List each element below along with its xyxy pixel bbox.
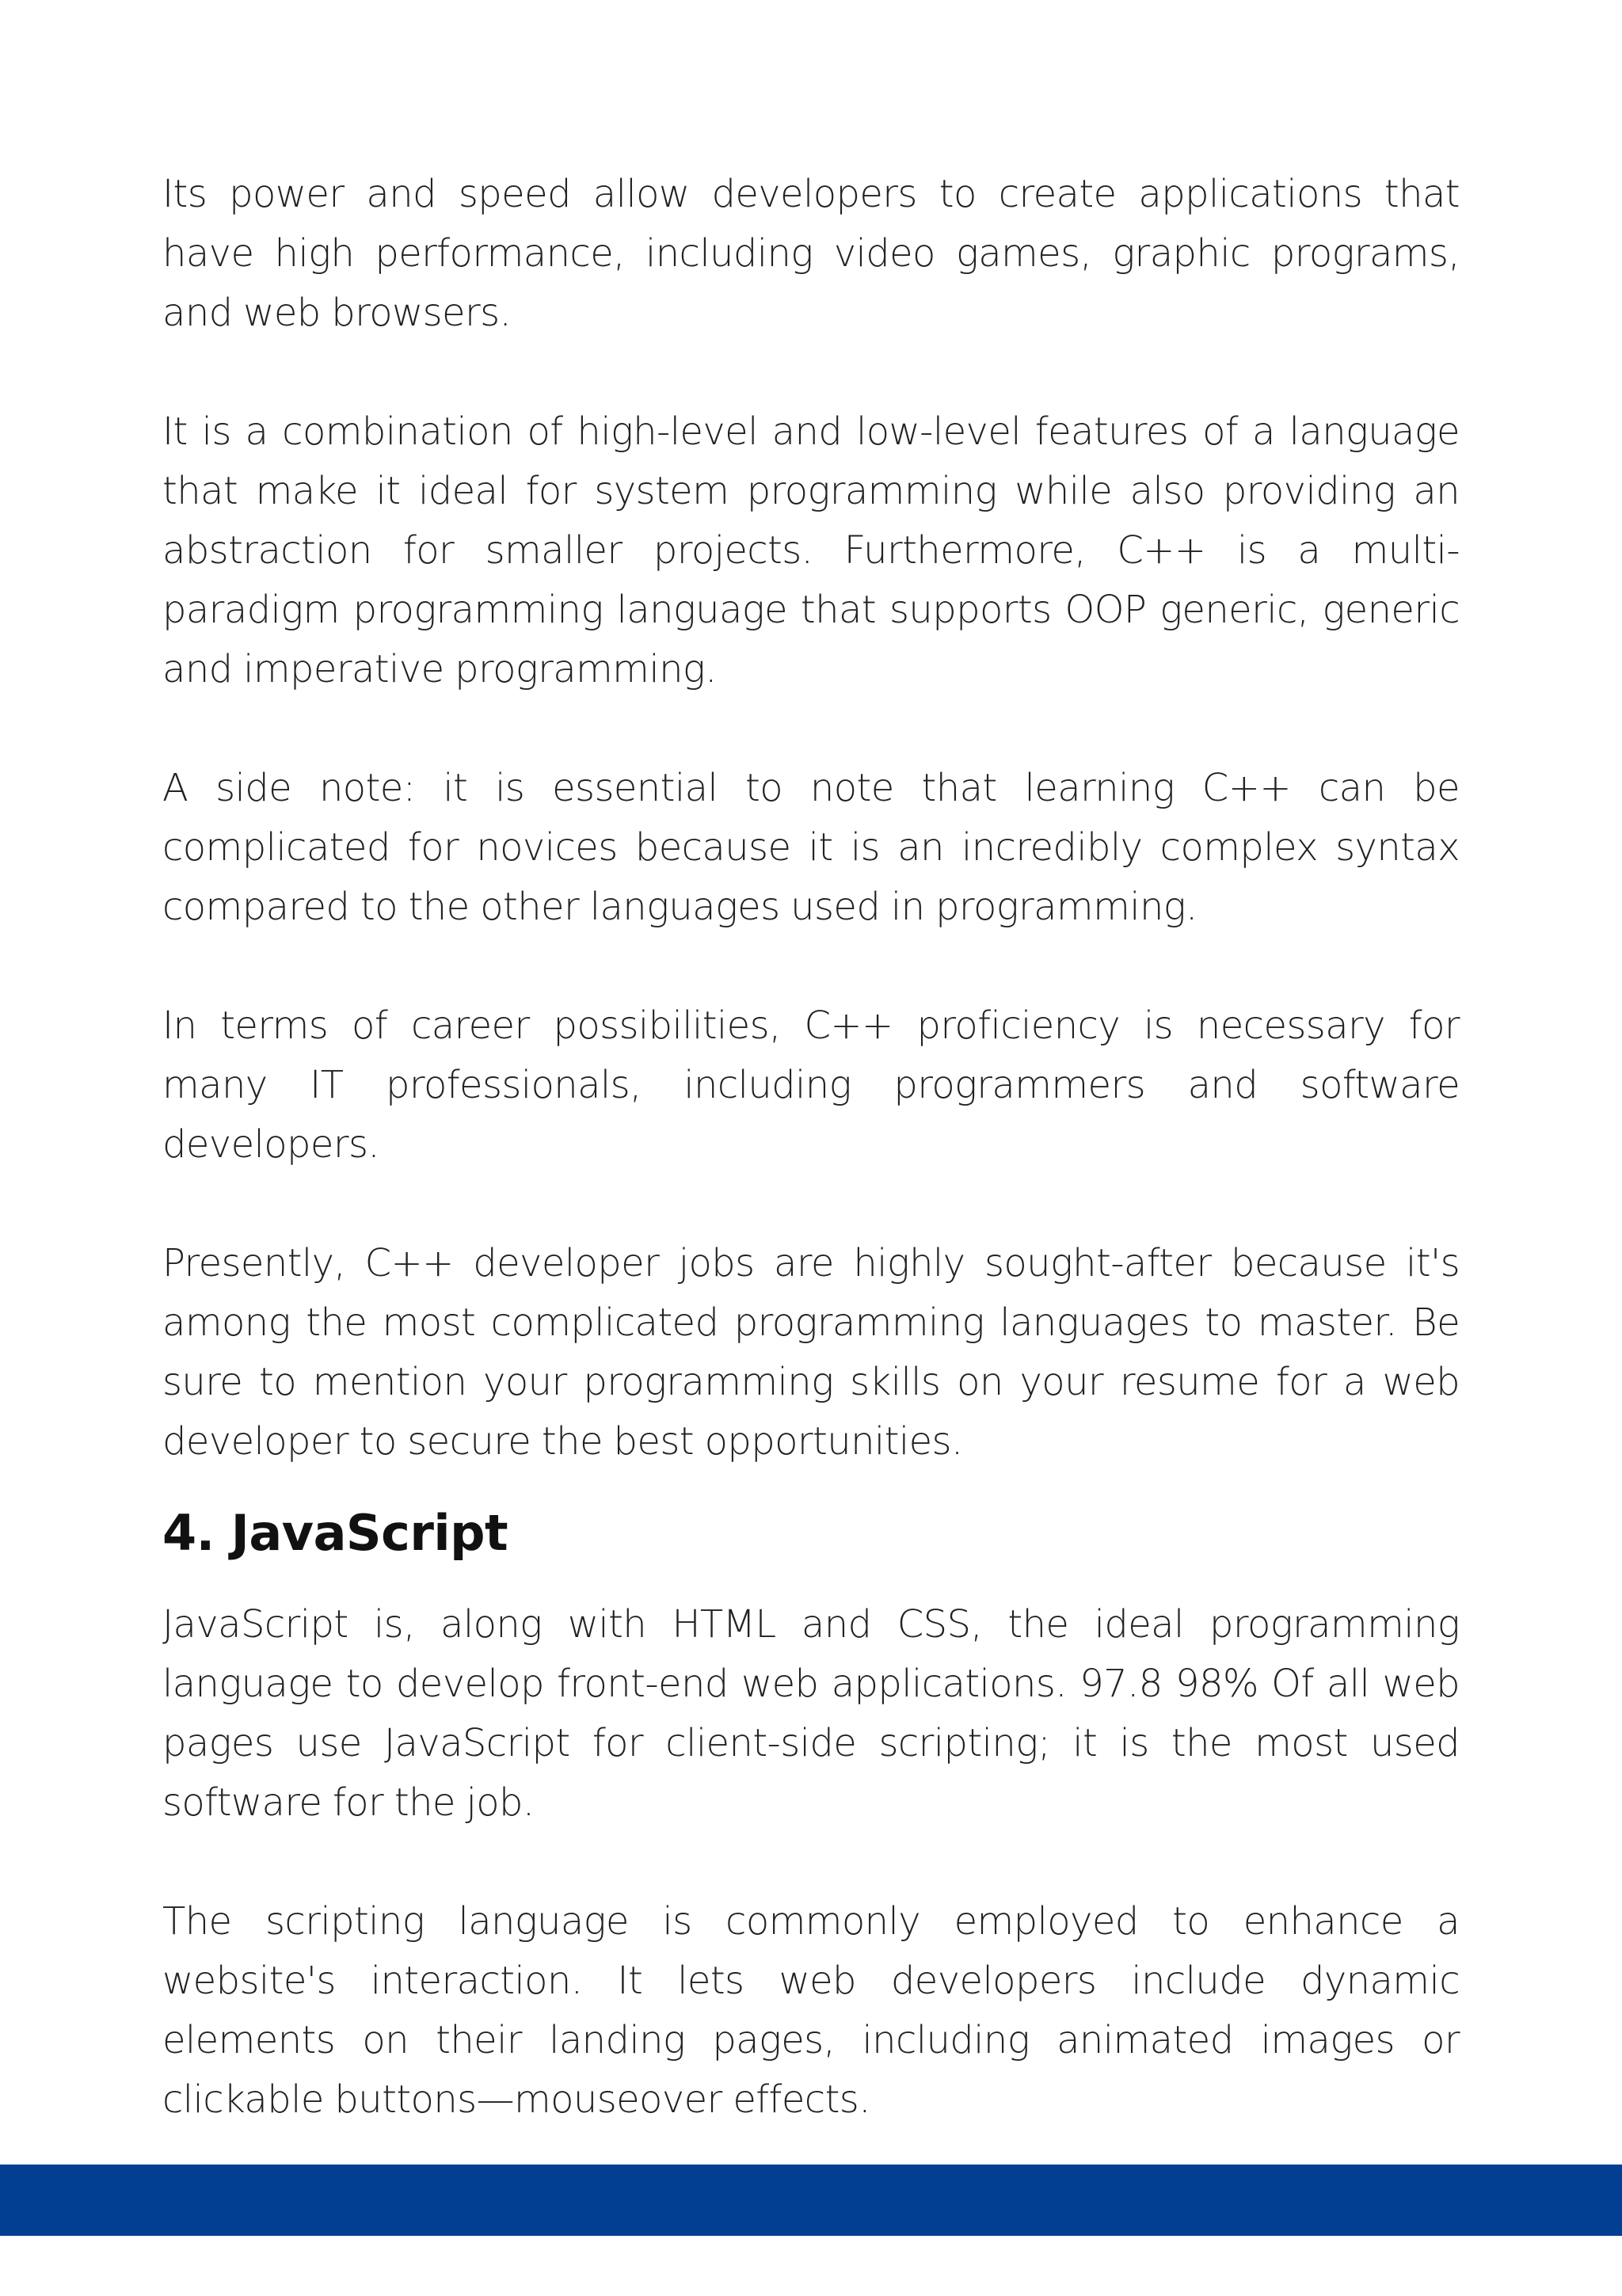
section-heading-javascript: 4. JavaScript <box>162 1504 508 1562</box>
paragraph-cpp-features: It is a combination of high-level and low-level features of a language that make it ideal for system programming while also providing an abstraction for smaller projects. Furthermore, C++ is a multi-paradigm programming language that supports OOP generic, generic and imperative programming. <box>162 409 1460 691</box>
paragraph-javascript-interaction: The scripting language is commonly employed to enhance a website's interaction. It lets web developers include dynamic elements on their landing pages, including animated images or clickable buttons—mouseover effects. <box>162 1899 1460 2122</box>
paragraph-cpp-career: In terms of career possibilities, C++ proficiency is necessary for many IT professionals, including programmers and software developers. <box>162 1003 1460 1167</box>
paragraph-cpp-side-note: A side note: it is essential to note that learning C++ can be complicated for novices because it is an incredibly complex syntax compared to the other languages used in programming. <box>162 766 1460 929</box>
paragraph-cpp-performance: Its power and speed allow developers to create applications that have high performance, including video games, graphic programs, and web browsers. <box>162 172 1460 335</box>
paragraph-javascript-intro: JavaScript is, along with HTML and CSS, the ideal programming language to develop front-end web applications. 97.8 98% Of all web pages use JavaScript for client-side scripting; it is the most used software for the job. <box>162 1602 1460 1825</box>
footer-bar <box>0 2165 1622 2236</box>
paragraph-cpp-jobs: Presently, C++ developer jobs are highly sought-after because it's among the most complicated programming languages to master. Be sure to mention your programming skills on your resume for a web developer to secure the best opportunities. <box>162 1241 1460 1464</box>
document-body <box>162 165 1460 2130</box>
